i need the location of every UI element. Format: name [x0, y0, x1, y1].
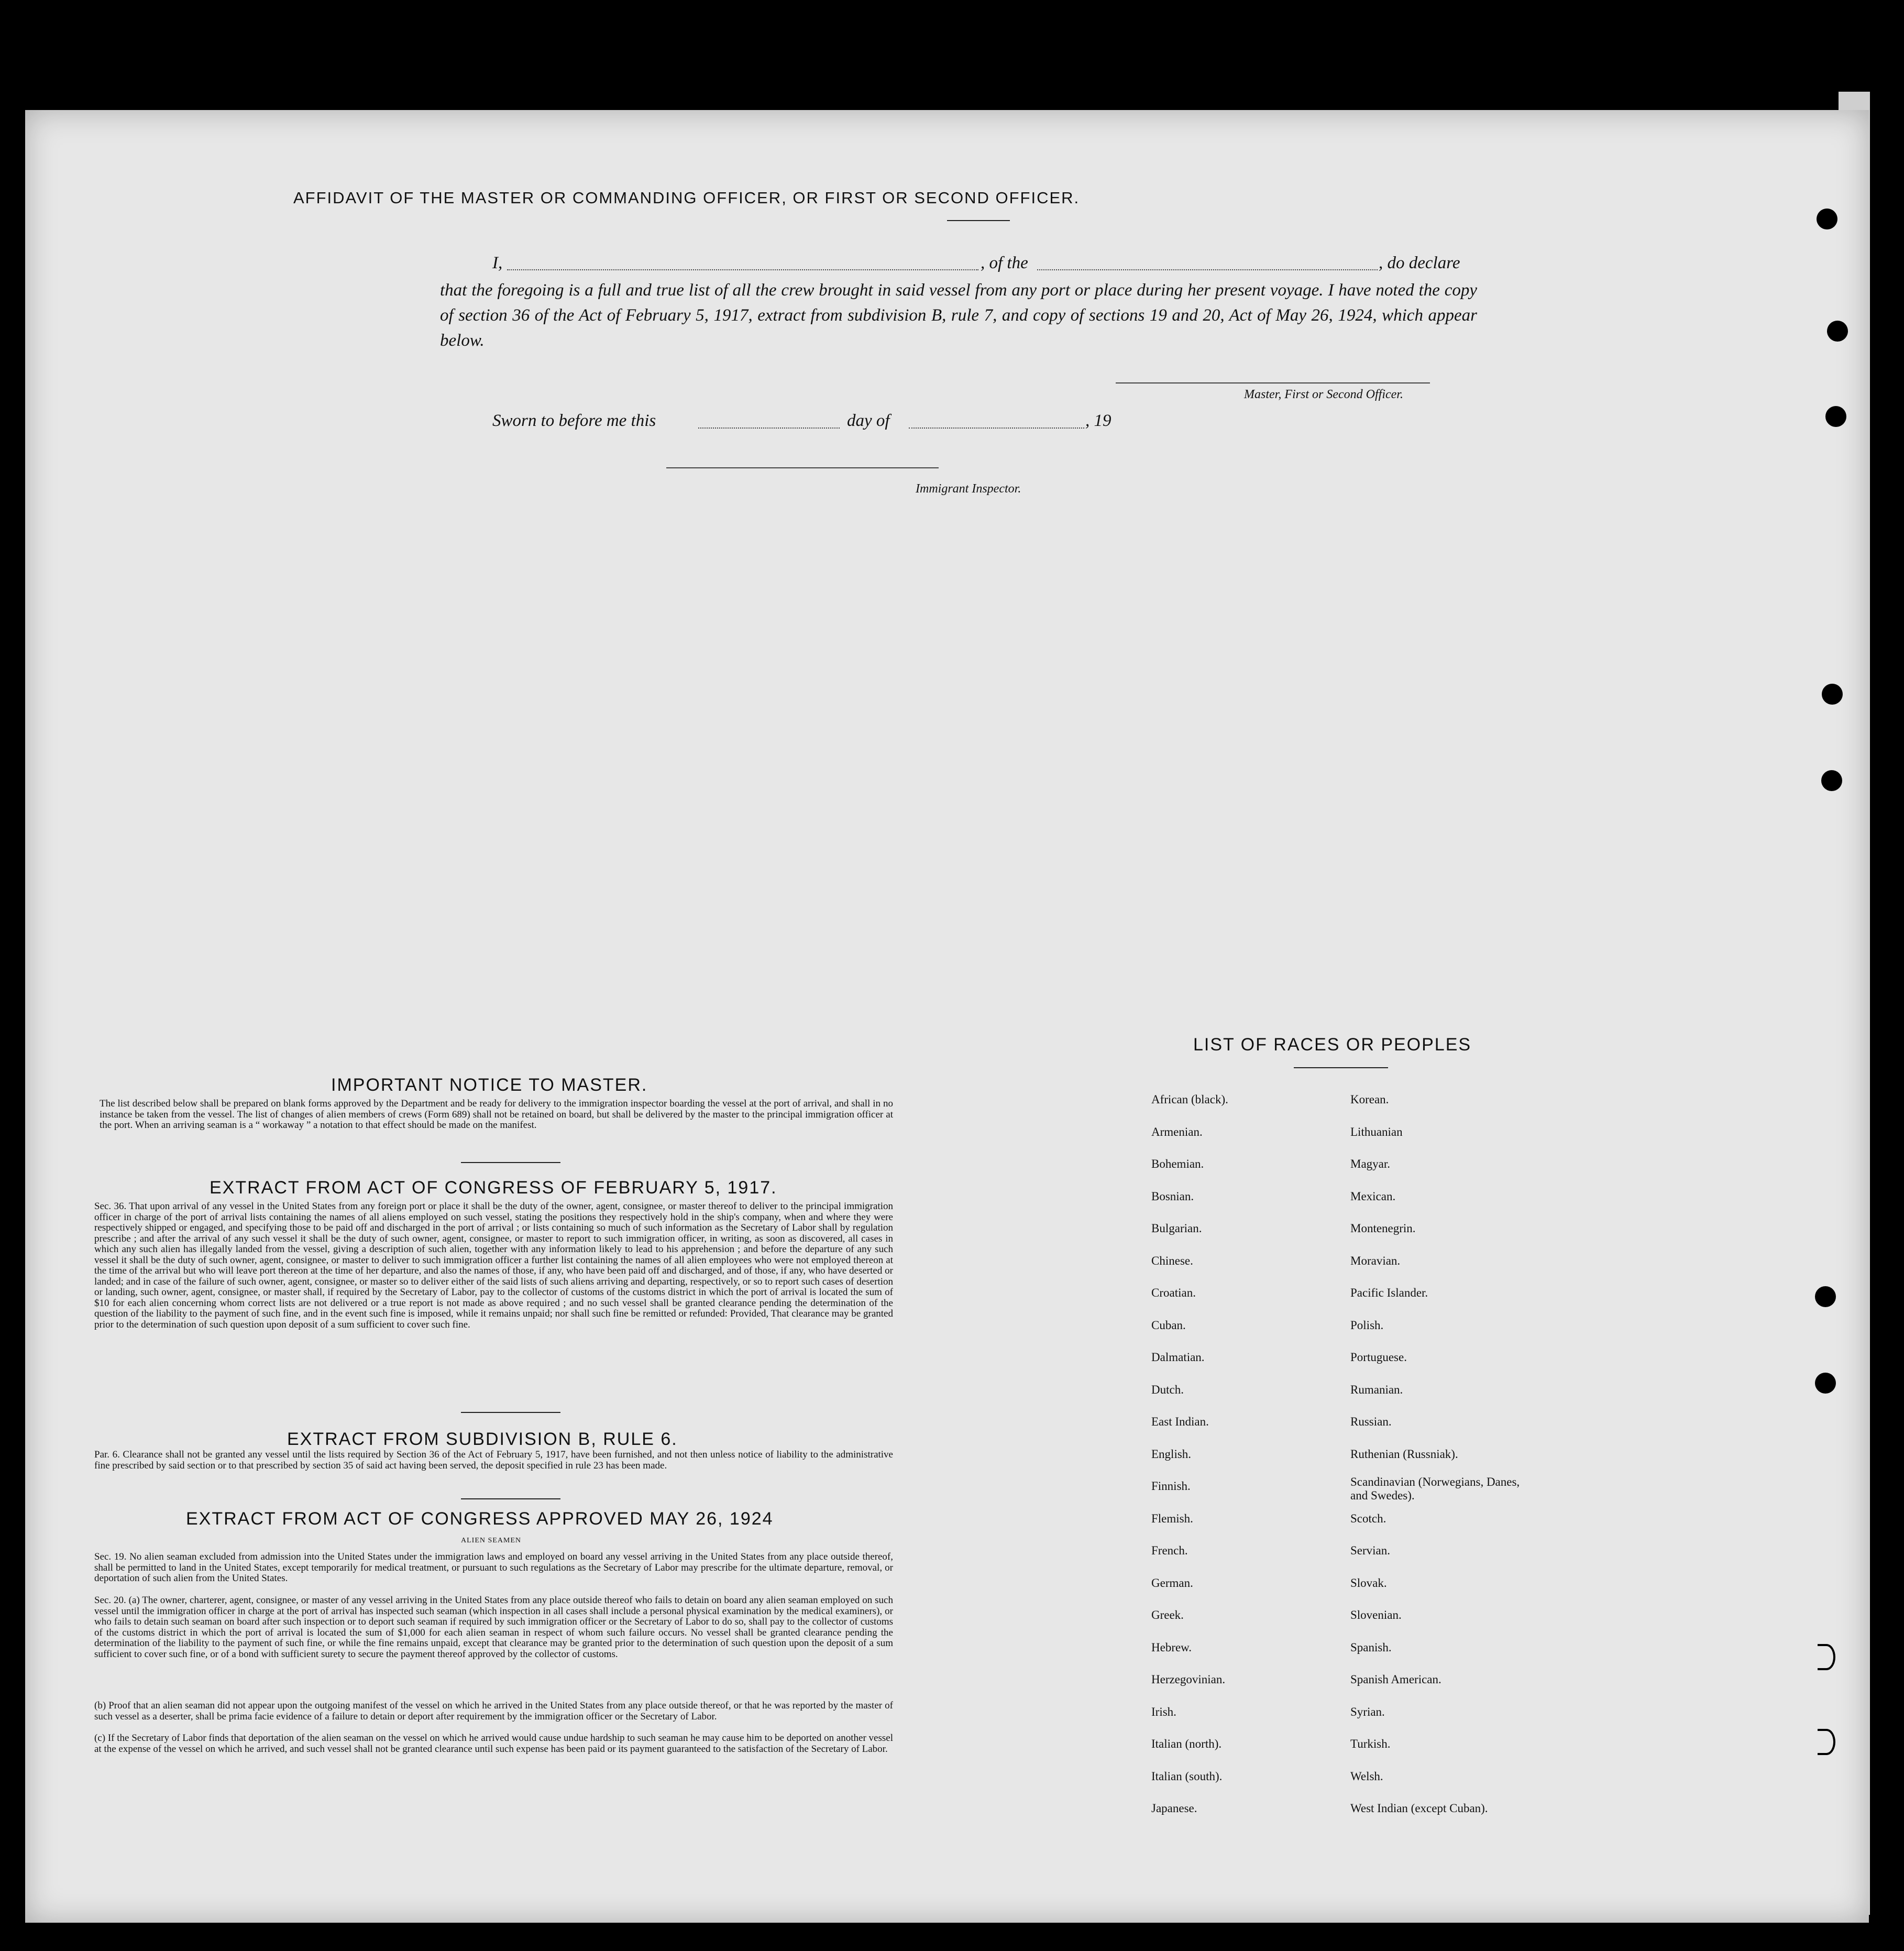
punch-hole — [1827, 321, 1848, 342]
race-item: Syrian. — [1350, 1705, 1385, 1718]
extract-1917-title: EXTRACT FROM ACT OF CONGRESS OF FEBRUARY 5, 1917. — [210, 1178, 777, 1198]
punch-hole-partial — [1818, 1644, 1835, 1670]
race-item: African (black). — [1151, 1093, 1228, 1106]
inspector-label: Immigrant Inspector. — [916, 482, 1021, 496]
race-item: Italian (north). — [1151, 1737, 1222, 1750]
race-item: German. — [1151, 1576, 1193, 1590]
race-item: Bulgarian. — [1151, 1222, 1202, 1235]
race-item: Finnish. — [1151, 1479, 1191, 1493]
declarant-name-field[interactable] — [507, 268, 978, 270]
race-item: Spanish American. — [1350, 1673, 1441, 1686]
race-item: Polish. — [1350, 1318, 1384, 1332]
punch-hole — [1821, 770, 1842, 791]
master-signature-label: Master, First or Second Officer. — [1244, 388, 1403, 401]
extract-1924-subtitle: ALIEN SEAMEN — [461, 1537, 522, 1544]
extract-1924-sec20a: Sec. 20. (a) The owner, charterer, agent, consignee, or master of any vessel arriving in the United States from any place outside thereof who fails to detain on board any alien seaman employed on such vessel until the immigration officer in charge at the port of arrival has inspected such seaman (which inspection in all cases shall include a personal physical examination by the medical examiners), or who fails to detain such seaman on board after such inspection or to deport such seaman if required by such immigration officer or the Secretary of Labor to do so, shall pay to the collector of customs of the customs district in which the port of arrival is located the sum of $1,000 for each alien seaman in respect of whom such failure occurs. No vessel shall be granted clearance pending the determination of the liability to the payment of such fine, or while the fine remains unpaid, except that clearance may be granted prior to the determination of such question upon the deposit of a sum sufficient to cover such fine, or of a bond with sufficient surety to secure the payment thereof approved by the collector of customs. — [94, 1595, 893, 1660]
punch-hole-partial — [1818, 1729, 1835, 1755]
race-item: Turkish. — [1350, 1737, 1391, 1750]
race-item: Pacific Islander. — [1350, 1286, 1428, 1299]
race-item: Russian. — [1350, 1415, 1392, 1428]
race-item: Scotch. — [1350, 1511, 1386, 1525]
vessel-name-field[interactable] — [1037, 268, 1378, 270]
affidavit-body: that the foregoing is a full and true list of all the crew brought in said vessel from any port or place during her present voyage. I have noted the copy of section 36 of the Act of February 5, 1917, extract from subdivision B, rule 7, and copy of sections 19 and 20, Act of May 26, 1924, which appear below. — [440, 281, 1477, 350]
notice-divider — [461, 1162, 560, 1163]
race-item: Korean. — [1350, 1093, 1389, 1106]
race-item: Dutch. — [1151, 1383, 1184, 1396]
races-left-column — [1151, 1083, 1228, 1825]
race-item: Montenegrin. — [1350, 1222, 1416, 1235]
race-item: West Indian (except Cuban). — [1350, 1802, 1488, 1815]
extract-rule6-title: EXTRACT FROM SUBDIVISION B, RULE 6. — [287, 1429, 678, 1449]
punch-hole — [1822, 684, 1843, 705]
race-item: Armenian. — [1151, 1125, 1203, 1138]
race-item: Lithuanian — [1350, 1125, 1403, 1138]
race-item: Cuban. — [1151, 1318, 1186, 1332]
sworn-prefix: Sworn to before me this — [492, 411, 656, 430]
race-item: Bosnian. — [1151, 1189, 1194, 1203]
race-item: Welsh. — [1350, 1769, 1383, 1783]
extract-1924-sec20c: (c) If the Secretary of Labor finds that deportation of the alien seaman on the vessel on which he arrived would cause undue hardship to such seaman he may cause him to be deported on another vessel at the expense of the vessel on which he arrived, and such vessel shall not be granted clearance until such expense has been paid or its payment guaranteed to the satisfaction of the Secretary of Labor. — [94, 1733, 893, 1755]
race-item: Mexican. — [1350, 1189, 1396, 1203]
master-signature-field[interactable] — [1116, 381, 1430, 383]
of-the-label: , of the — [981, 254, 1028, 272]
race-item: Italian (south). — [1151, 1769, 1223, 1783]
race-item: Flemish. — [1151, 1511, 1193, 1525]
punch-hole — [1825, 406, 1846, 427]
race-item: Hebrew. — [1151, 1640, 1192, 1654]
inspector-signature-field[interactable] — [666, 466, 939, 468]
sworn-month-field[interactable] — [909, 426, 1084, 429]
race-item: Scandinavian (Norwegians, Danes, and Swedes). — [1350, 1475, 1520, 1502]
extract-1917-divider — [461, 1412, 560, 1413]
race-item: Herzegovinian. — [1151, 1673, 1226, 1686]
sworn-day-of-label: day of — [847, 411, 890, 430]
extract-1924-sec20b: (b) Proof that an alien seaman did not appear upon the outgoing manifest of the vessel on which he arrived in the United States from any place outside thereof, or that he was reported by the master of such vessel as a deserter, shall be prima facie evidence of a failure to detain or deport after requirement by the immigration officer or the Secretary of Labor. — [94, 1700, 893, 1722]
sworn-day-field[interactable] — [698, 426, 840, 429]
race-item: Slovenian. — [1350, 1608, 1402, 1621]
extract-1924-title: EXTRACT FROM ACT OF CONGRESS APPROVED MAY 26, 1924 — [186, 1509, 774, 1529]
extract-1917-body: Sec. 36. That upon arrival of any vessel in the United States from any foreign port or place it shall be the duty of the owner, agent, consignee, or master thereof to deliver to the principal immigration officer in charge of the port of arrival lists containing the names of all aliens employed on such vessel, stating the positions they respectively hold in the ship's company, when and where they were respectively shipped or engaged, and specifying those to be paid off and discharged in the port of arrival ; or lists containing so much of such information as the Secretary of Labor shall by regulation prescribe ; and after the arrival of any such vessel it shall be the duty of such owner, agent, consignee, or master to report to such immigration officer, in writing, as soon as discovered, all cases in which any such alien has illegally landed from the vessel, giving a description of such alien, together with any information likely to lead to his apprehension ; and before the departure of any such vessel it shall be the duty of such owner, agent, consignee, or master to deliver to such immigration officer a further list containing the names of all alien employees who were not employed thereon at the time of the arrival but who will leave port thereon at the time of her departure, and also the names of those, if any, who have been paid off and discharged, and of those, if any, who have deserted or landed; and in case of the failure of such owner, agent, consignee, or master so to deliver either of the said lists of such aliens arriving and departing, respectively, or so to report such cases of desertion or landing, such owner, agent, consignee, or master shall, if required by the Secretary of Labor, pay to the collector of customs of the customs district in which the port of arrival is located the sum of $10 for each alien concerning whom correct lists are not delivered or a true report is not made as above required ; and no such vessel shall be granted clearance pending the determination of the question of the liability to the payment of such fine, and in the event such fine is imposed, while it remains unpaid; nor shall such fine be remitted or refunded: Provided, That clearance may be granted prior to the determination of such question upon deposit of a sum sufficient to cover such fine. — [94, 1201, 893, 1330]
affidavit-title: AFFIDAVIT OF THE MASTER OR COMMANDING OFFICER, OR FIRST OR SECOND OFFICER. — [293, 189, 1080, 207]
punch-hole — [1815, 1373, 1836, 1394]
race-item: English. — [1151, 1447, 1192, 1461]
race-item: Greek. — [1151, 1608, 1184, 1621]
race-item: Dalmatian. — [1151, 1351, 1205, 1364]
extract-1924-sec19: Sec. 19. No alien seaman excluded from admission into the United States under the immigration laws and employed on board any vessel arriving in the United States from any place outside thereof, shall be permitted to land in the United States, except temporarily for medical treatment, or pursuant to such regulations as the Secretary of Labor may prescribe for the ultimate departure, removal, or deportation of such alien from the United States. — [94, 1551, 893, 1584]
races-right-column — [1350, 1083, 1523, 1825]
race-item: French. — [1151, 1544, 1188, 1557]
race-item: Bohemian. — [1151, 1157, 1204, 1170]
race-item: Moravian. — [1350, 1254, 1401, 1267]
punch-hole — [1815, 1286, 1836, 1307]
extract-rule6-body: Par. 6. Clearance shall not be granted any vessel until the lists required by Section 36 of the Act of February 5, 1917, have been furnished, and not then unless notice of liability to the administrative fine prescribed by said section or to that prescribed by section 35 of said act having been served, the deposit specified in rule 23 has been made. — [94, 1449, 893, 1471]
race-item: East Indian. — [1151, 1415, 1209, 1428]
race-item: Portuguese. — [1350, 1351, 1407, 1364]
notice-body: The list described below shall be prepared on blank forms approved by the Department and be ready for delivery to the immigration inspector boarding the vessel at the port of arrival, and shall in no instance be taken from the vessel. The list of changes of alien members of crews (Form 689) shall not be retained on board, but shall be delivered by the master to the principal immigration officer at the port. When an arriving seaman is a “ workaway ” a notation to that effect should be made on the manifest. — [100, 1098, 893, 1131]
race-item: Croatian. — [1151, 1286, 1196, 1299]
race-item: Servian. — [1350, 1544, 1391, 1557]
race-item: Slovak. — [1350, 1576, 1387, 1590]
race-item: Ruthenian (Russniak). — [1350, 1447, 1458, 1461]
declarant-prefix: I, — [492, 254, 503, 272]
declare-label: , do declare — [1379, 254, 1460, 272]
race-item: Magyar. — [1350, 1157, 1391, 1170]
notice-title: IMPORTANT NOTICE TO MASTER. — [331, 1075, 648, 1095]
race-item: Spanish. — [1350, 1640, 1392, 1654]
races-title-underline — [1294, 1067, 1388, 1068]
race-item: Chinese. — [1151, 1254, 1193, 1267]
extract-rule6-divider — [461, 1498, 560, 1499]
sworn-year-label: , 19 — [1085, 411, 1111, 430]
race-item: Irish. — [1151, 1705, 1176, 1718]
race-item: Japanese. — [1151, 1802, 1197, 1815]
affidavit-title-underline — [947, 220, 1010, 221]
punch-hole — [1817, 209, 1837, 229]
race-item: Rumanian. — [1350, 1383, 1403, 1396]
races-title: LIST OF RACES OR PEOPLES — [1193, 1035, 1472, 1055]
